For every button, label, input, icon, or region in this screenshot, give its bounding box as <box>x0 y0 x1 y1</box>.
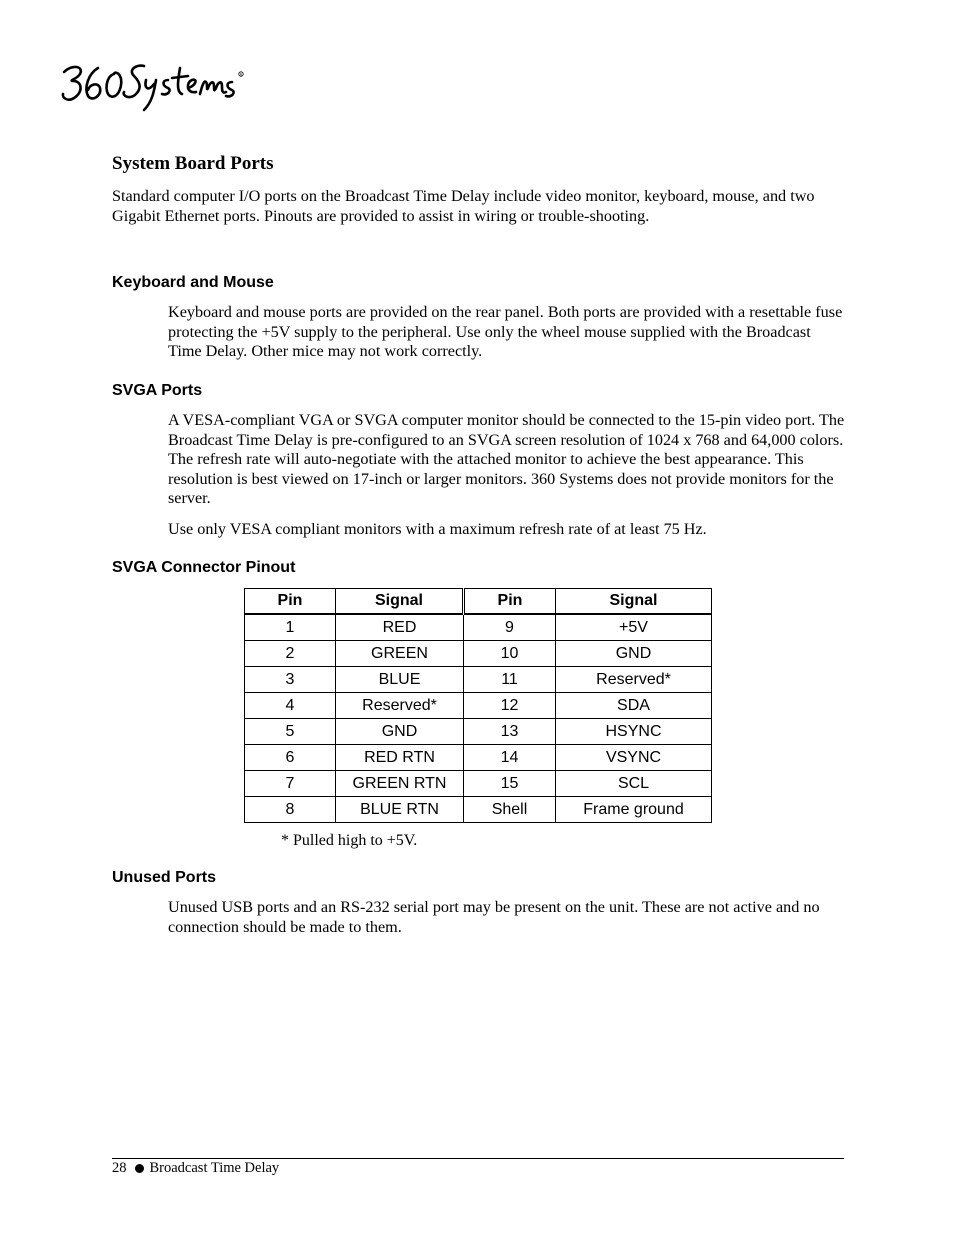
table-footnote: * Pulled high to +5V. <box>281 832 418 849</box>
unused-ports-paragraph: Unused USB ports and an RS-232 serial port may be present on the unit. These are not active and no connection should be made to them. <box>168 898 820 936</box>
keyboard-mouse-paragraph: Keyboard and mouse ports are provided on the rear panel. Both ports are provided with a resettable fuse protecting the +5V supply to the peripheral. Use only the wheel mouse supplied with the Broadcast Time Delay. Other mice may not work correctly. <box>168 303 843 361</box>
table-cell: HSYNC <box>556 719 712 745</box>
table-cell: 1 <box>245 614 336 641</box>
table-cell: 10 <box>464 641 556 667</box>
page-footer <box>112 1160 279 1177</box>
table-cell: 2 <box>245 641 336 667</box>
table-cell: 13 <box>464 719 556 745</box>
column-header: Signal <box>556 589 712 615</box>
table-cell: 8 <box>245 797 336 823</box>
table-cell: 11 <box>464 667 556 693</box>
table-row <box>245 667 712 693</box>
table-cell: 15 <box>464 771 556 797</box>
heading-keyboard-mouse: Keyboard and Mouse <box>112 274 274 291</box>
company-logo <box>58 58 248 114</box>
table-cell: 12 <box>464 693 556 719</box>
heading-svga-ports: SVGA Ports <box>112 382 203 399</box>
table-cell: RED RTN <box>336 745 464 771</box>
column-header: Pin <box>464 589 556 615</box>
table-cell: GREEN <box>336 641 464 667</box>
table-cell: 4 <box>245 693 336 719</box>
table-header-row <box>245 589 712 615</box>
table-cell: RED <box>336 614 464 641</box>
table-cell: 14 <box>464 745 556 771</box>
section-title: System Board Ports <box>112 153 274 174</box>
table-cell: BLUE <box>336 667 464 693</box>
table-row <box>245 797 712 823</box>
table-cell: 3 <box>245 667 336 693</box>
table-row <box>245 745 712 771</box>
column-header: Pin <box>245 589 336 615</box>
table-cell: GND <box>556 641 712 667</box>
table-row <box>245 719 712 745</box>
table-cell: GND <box>336 719 464 745</box>
svga-refresh-paragraph: Use only VESA compliant monitors with a maximum refresh rate of at least 75 Hz. <box>168 520 707 538</box>
heading-svga-pinout: SVGA Connector Pinout <box>112 559 296 576</box>
svg-text:R: R <box>239 72 243 77</box>
table-cell: BLUE RTN <box>336 797 464 823</box>
table-row <box>245 771 712 797</box>
table-row <box>245 693 712 719</box>
table-cell: SDA <box>556 693 712 719</box>
table-row <box>245 614 712 641</box>
table-cell: GREEN RTN <box>336 771 464 797</box>
bullet-icon <box>135 1164 144 1173</box>
footer-rule <box>112 1158 844 1159</box>
table-cell: VSYNC <box>556 745 712 771</box>
table-cell: 7 <box>245 771 336 797</box>
intro-paragraph: Standard computer I/O ports on the Broadcast Time Delay include video monitor, keyboard, mouse, and two Gigabit Ethernet ports. Pinouts are provided to assist in wiring or trouble-shooting. <box>112 187 815 225</box>
svga-ports-paragraph: A VESA-compliant VGA or SVGA computer monitor should be connected to the 15-pin video port. The Broadcast Time Delay is pre-configured to an SVGA screen resolution of 1024 x 768 and 64,000 colors. The refresh rate will auto-negotiate with the attached monitor to achieve the best appearance. This resolution is best viewed on 17-inch or larger monitors. 360 Systems does not provide monitors for the server. <box>168 411 845 508</box>
table-cell: 6 <box>245 745 336 771</box>
table-cell: SCL <box>556 771 712 797</box>
table-row <box>245 641 712 667</box>
page-number: 28 <box>112 1160 127 1176</box>
table-cell: +5V <box>556 614 712 641</box>
column-header: Signal <box>336 589 464 615</box>
table-cell: Reserved* <box>556 667 712 693</box>
table-cell: 9 <box>464 614 556 641</box>
document-title: Broadcast Time Delay <box>149 1160 280 1176</box>
table-cell: Frame ground <box>556 797 712 823</box>
heading-unused-ports: Unused Ports <box>112 869 217 886</box>
table-cell: Shell <box>464 797 556 823</box>
table-cell: Reserved* <box>336 693 464 719</box>
table-cell: 5 <box>245 719 336 745</box>
svga-pinout-table <box>244 588 712 823</box>
